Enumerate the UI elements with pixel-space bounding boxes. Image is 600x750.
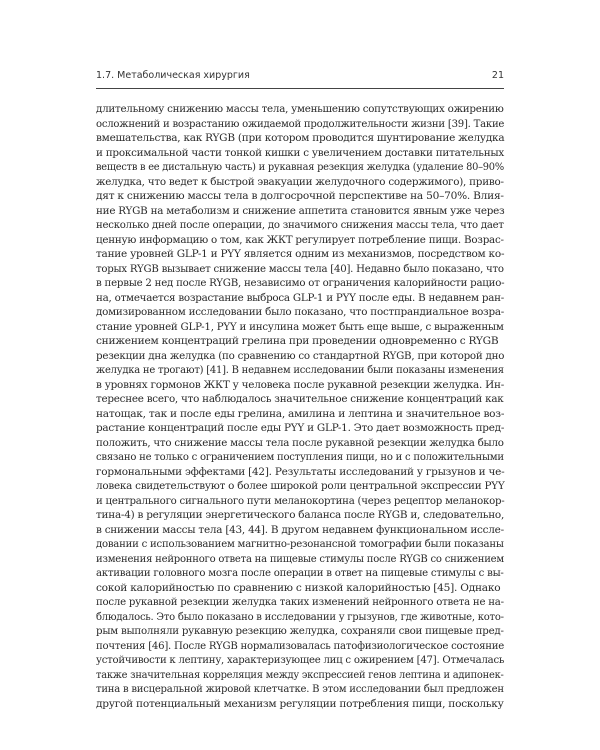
body-line: в уровнях гормонов ЖКТ у человека после рукавной резекции желудка. Ин- (96, 378, 505, 391)
body-line: ценную информацию о том, как ЖКТ регулирует потребление пищи. Возрас- (96, 233, 504, 246)
body-line: осложнений и возрастанию ожидаемой продолжительности жизни [39]. Такие (96, 117, 505, 130)
body-line: в первые 2 нед после RYGB, независимо от ограничения калорийности рацио- (96, 277, 505, 289)
body-paragraph (96, 102, 504, 711)
body-line: веществ в ее дистальную часть) и рукавная резекция желудка (удаление 80–90% (96, 161, 504, 173)
body-line: довании с использованием магнитно-резонансной томографии были показаны (96, 538, 504, 550)
body-line: после рукавной резекции желудка таких изменений нейронного ответа не на- (96, 596, 504, 608)
body-line: тереснее всего, что наблюдалось значительное снижение концентраций как (96, 393, 504, 405)
body-line: стание уровней GLP-1, PYY и инсулина может быть еще выше, с выраженным (96, 320, 504, 333)
body-line: желудка не трогают) [41]. В недавнем исследовании были показаны изменения (96, 364, 504, 376)
header-divider (96, 88, 504, 89)
running-header-title: 1.7. Метаболическая хирургия (96, 70, 250, 81)
body-line: растание концентраций после еды PYY и GLP-1. Это дает возможность пред- (96, 422, 505, 434)
body-line: снижением концентраций грелина при проведении одновременно с RYGB (96, 335, 499, 347)
body-line: изменения нейронного ответа на пищевые стимулы после RYGB со снижением (96, 552, 504, 565)
body-line: и проксимальной части тонкой кишки с увеличением доставки питательных (96, 146, 505, 159)
body-line: желудка, что ведет к быстрой эвакуации желудочного содержимого), приво- (96, 175, 504, 188)
body-line: сокой калорийностью по сравнению с низкой калорийностью [45]. Однако (96, 581, 501, 594)
body-line: устойчивости к лептину, характеризующее лиц с ожирением [47]. Отмечалась (96, 654, 505, 666)
body-line: натощак, так и после еды грелина, амилина и лептина и значительное воз- (96, 407, 505, 420)
body-line: другой потенциальный механизм регуляции потребления пищи, поскольку (96, 697, 504, 710)
body-line: несколько дней после операции, до значимого снижения массы тела, что дает (96, 219, 504, 231)
body-line: рым выполняли рукавную резекцию желудка, сохраняли свои пищевые пред- (96, 625, 504, 637)
body-line: в снижении массы тела [43, 44]. В другом недавнем функциональном иссле- (96, 523, 504, 536)
body-line: на, отмечается возрастание выброса GLP-1 и PYY после еды. В недавнем ран- (96, 291, 504, 304)
body-line: и центрального сигнального пути меланокортина (через рецептор меланокор- (96, 494, 505, 507)
body-line: блюдалось. Это было показано в исследовании у грызунов, где животные, кото- (96, 610, 504, 623)
body-line: резекции дна желудка (по сравнению со стандартной RYGB, при которой дно (96, 349, 505, 362)
body-line: длительному снижению массы тела, уменьшению сопутствующих ожирению (96, 103, 504, 115)
body-line: положить, что снижение массы тела после рукавной резекции желудка было (96, 436, 504, 449)
body-line: торых RYGB вызывает снижение массы тела [40]. Недавно было показано, что (96, 262, 504, 275)
body-line: вмешательства, как RYGB (при котором проводится шунтирование желудка (96, 132, 505, 144)
body-line: тина в висцеральной жировой клетчатке. В этом исследовании был предложен (96, 683, 504, 695)
body-line: активации головного мозга после операции в ответ на пищевые стимулы с вы- (96, 567, 504, 579)
body-line: тина-4) в регуляции энергетического баланса после RYGB и, следовательно, (96, 509, 505, 521)
body-line: связано не только с ограничением поступления пищи, но и с положительными (96, 451, 504, 463)
body-line: ние RYGB на метаболизм и снижение аппетита становится явным уже через (96, 204, 505, 217)
body-line: почтения [46]. После RYGB нормализовалась патофизиологическое состояние (96, 639, 505, 652)
body-line: также значительная корреляция между экспрессией генов лептина и адипонек- (96, 668, 504, 681)
page-number: 21 (491, 70, 504, 81)
body-line: тание уровней GLP-1 и PYY является одним из механизмов, посредством ко- (96, 248, 505, 260)
body-line: ловека свидетельствуют о более широкой роли центральной экспрессии PYY (96, 480, 505, 492)
body-line: дят к снижению массы тела в долгосрочной перспективе на 50–70%. Влия- (96, 190, 504, 202)
body-line: гормональными эффектами [42]. Результаты исследований у грызунов и че- (96, 465, 505, 478)
running-header (96, 70, 504, 86)
body-line: домизированном исследовании было показано, что постпрандиальное возра- (96, 306, 505, 318)
